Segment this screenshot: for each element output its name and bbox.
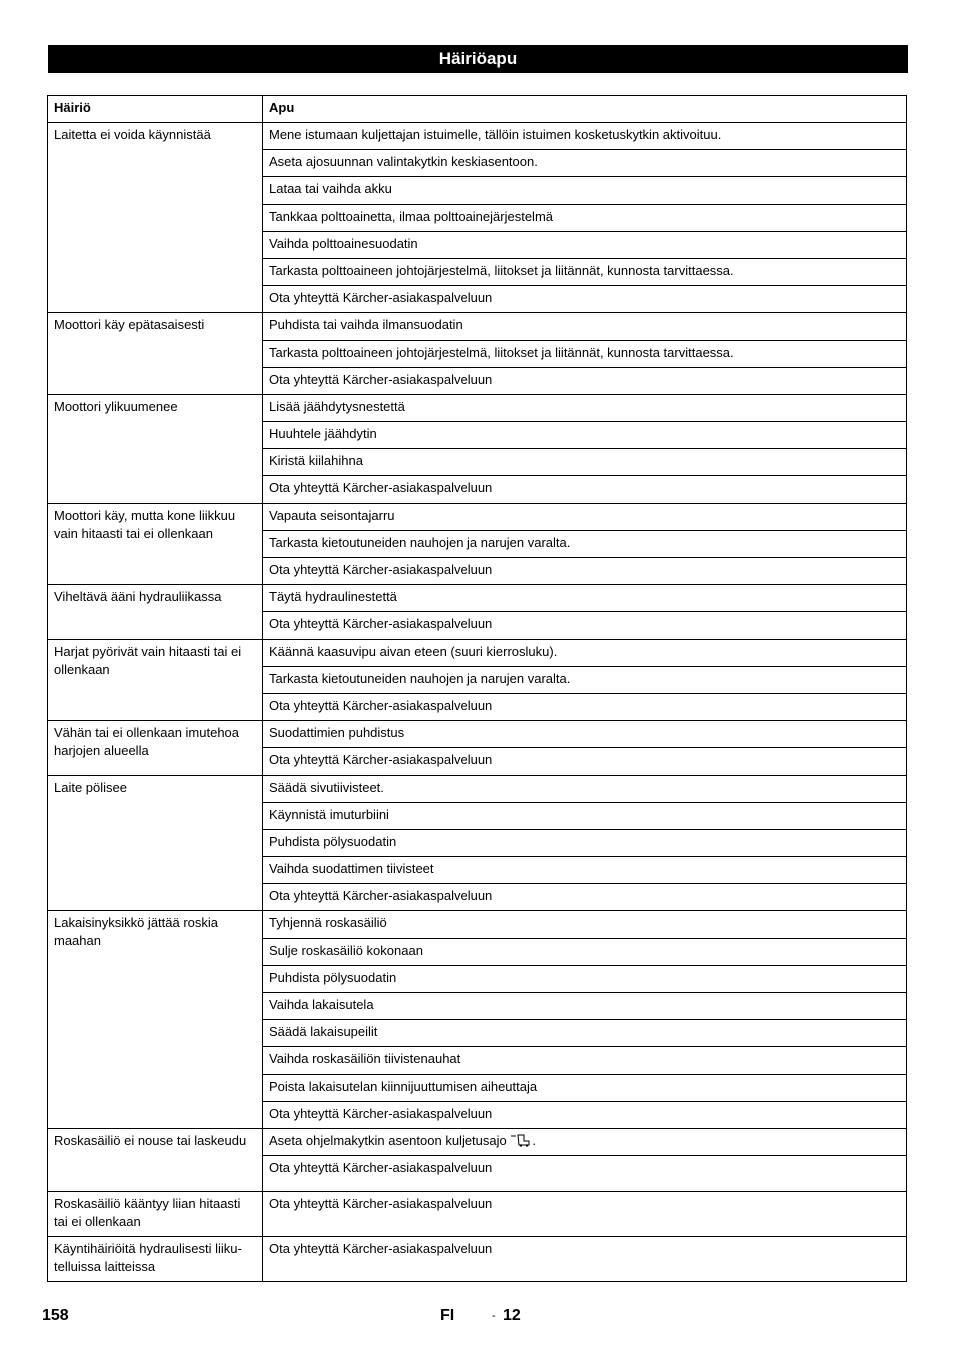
table-row [48, 1128, 907, 1155]
table-row [48, 1192, 907, 1237]
remedy-cell: Tarkasta kietoutuneiden nauhojen ja narujen varalta. [263, 530, 907, 557]
remedy-cell: Ota yhteyttä Kärcher-asiakaspalveluun [263, 1237, 907, 1282]
table-row [48, 1237, 907, 1282]
remedy-cell: Säädä lakaisupeilit [263, 1020, 907, 1047]
remedy-cell: Ota yhteyttä Kärcher-asiakaspalveluun [263, 1192, 907, 1237]
table-row [48, 911, 907, 938]
remedy-cell: Ota yhteyttä Kärcher-asiakaspalveluun [263, 558, 907, 585]
header-remedy: Apu [263, 96, 907, 123]
fault-cell: Laite pölisee [48, 775, 263, 911]
table-row [48, 639, 907, 666]
table-row [48, 721, 907, 748]
remedy-cell: Ota yhteyttä Kärcher-asiakaspalveluun [263, 286, 907, 313]
language-code: FI [440, 1307, 455, 1324]
remedy-cell: Puhdista tai vaihda ilmansuodatin [263, 313, 907, 340]
remedy-cell: Vapauta seisontajarru [263, 503, 907, 530]
remedy-cell: Tyhjennä roskasäiliö [263, 911, 907, 938]
table-row [48, 313, 907, 340]
remedy-cell: Vaihda suodattimen tiivisteet [263, 857, 907, 884]
remedy-cell: Käynnistä imuturbiini [263, 802, 907, 829]
table-row [48, 585, 907, 612]
fault-cell: Vähän tai ei ollenkaan imutehoa harjojen alueella [48, 721, 263, 775]
remedy-cell: Ota yhteyttä Kärcher-asiakaspalveluun [263, 693, 907, 720]
remedy-cell: Poista lakaisutelan kiinnijuuttumisen aiheuttaja [263, 1074, 907, 1101]
fault-cell: Harjat pyörivät vain hitaasti tai ei ollenkaan [48, 639, 263, 721]
fault-cell: Moottori käy epätasaisesti [48, 313, 263, 395]
remedy-cell: Käännä kaasuvipu aivan eteen (suuri kierrosluku). [263, 639, 907, 666]
remedy-cell: Vaihda lakaisutela [263, 993, 907, 1020]
remedy-cell: Vaihda roskasäiliön tiivistenauhat [263, 1047, 907, 1074]
section-title: Häiriöapu [48, 45, 908, 73]
fault-cell: Roskasäiliö ei nouse tai laskeudu [48, 1128, 263, 1191]
remedy-cell: Aseta ajosuunnan valintakytkin keskiasentoon. [263, 150, 907, 177]
remedy-cell: Vaihda polttoainesuodatin [263, 231, 907, 258]
remedy-cell: Ota yhteyttä Kärcher-asiakaspalveluun [263, 367, 907, 394]
fault-cell: Viheltävä ääni hydrauliikassa [48, 585, 263, 639]
remedy-cell: Puhdista pölysuodatin [263, 965, 907, 992]
remedy-cell [263, 1128, 907, 1155]
remedy-cell: Ota yhteyttä Kärcher-asiakaspalveluun [263, 612, 907, 639]
section-number: 12 [503, 1307, 521, 1324]
remedy-cell: Huuhtele jäähdytin [263, 422, 907, 449]
fault-cell: Käyntihäiriöitä hydraulisesti liiku-telluissa laitteissa [48, 1237, 263, 1282]
table-row [48, 775, 907, 802]
fault-cell: Moottori ylikuumenee [48, 394, 263, 503]
table-row [48, 123, 907, 150]
remedy-cell: Lisää jäähdytysnestettä [263, 394, 907, 421]
remedy-cell: Ota yhteyttä Kärcher-asiakaspalveluun [263, 748, 907, 775]
remedy-cell: Säädä sivutiivisteet. [263, 775, 907, 802]
remedy-cell: Ota yhteyttä Kärcher-asiakaspalveluun [263, 1101, 907, 1128]
remedy-cell: Ota yhteyttä Kärcher-asiakaspalveluun [263, 1156, 907, 1192]
fault-cell: Moottori käy, mutta kone liikkuu vain hitaasti tai ei ollenkaan [48, 503, 263, 585]
remedy-cell: Kiristä kiilahihna [263, 449, 907, 476]
transport-mode-icon [510, 1133, 532, 1147]
fault-cell: Lakaisinyksikkö jättää roskia maahan [48, 911, 263, 1129]
remedy-cell: Puhdista pölysuodatin [263, 829, 907, 856]
header-fault: Häiriö [48, 96, 263, 123]
remedy-text: Aseta ohjelmakytkin asentoon kuljetusajo [269, 1132, 507, 1148]
remedy-cell: Tarkasta polttoaineen johtojärjestelmä, liitokset ja liitännät, kunnosta tarvittaessa. [263, 258, 907, 285]
remedy-suffix: . [532, 1132, 537, 1148]
remedy-cell: Suodattimien puhdistus [263, 721, 907, 748]
troubleshooting-table [47, 95, 907, 1282]
remedy-cell: Lataa tai vaihda akku [263, 177, 907, 204]
fault-cell: Laitetta ei voida käynnistää [48, 123, 263, 313]
footer-dash: - [492, 1310, 496, 1322]
table-header-row [48, 96, 907, 123]
remedy-cell: Tarkasta polttoaineen johtojärjestelmä, liitokset ja liitännät, kunnosta tarvittaessa. [263, 340, 907, 367]
remedy-cell: Täytä hydraulinestettä [263, 585, 907, 612]
remedy-cell: Mene istumaan kuljettajan istuimelle, tällöin istuimen kosketuskytkin aktivoituu. [263, 123, 907, 150]
remedy-cell: Sulje roskasäiliö kokonaan [263, 938, 907, 965]
remedy-cell: Tankkaa polttoainetta, ilmaa polttoainejärjestelmä [263, 204, 907, 231]
page-number: 158 [42, 1307, 69, 1324]
table-row [48, 394, 907, 421]
remedy-cell: Ota yhteyttä Kärcher-asiakaspalveluun [263, 884, 907, 911]
table-row [48, 503, 907, 530]
fault-cell: Roskasäiliö kääntyy liian hitaasti tai ei ollenkaan [48, 1192, 263, 1237]
remedy-cell: Ota yhteyttä Kärcher-asiakaspalveluun [263, 476, 907, 503]
remedy-cell: Tarkasta kietoutuneiden nauhojen ja narujen varalta. [263, 666, 907, 693]
